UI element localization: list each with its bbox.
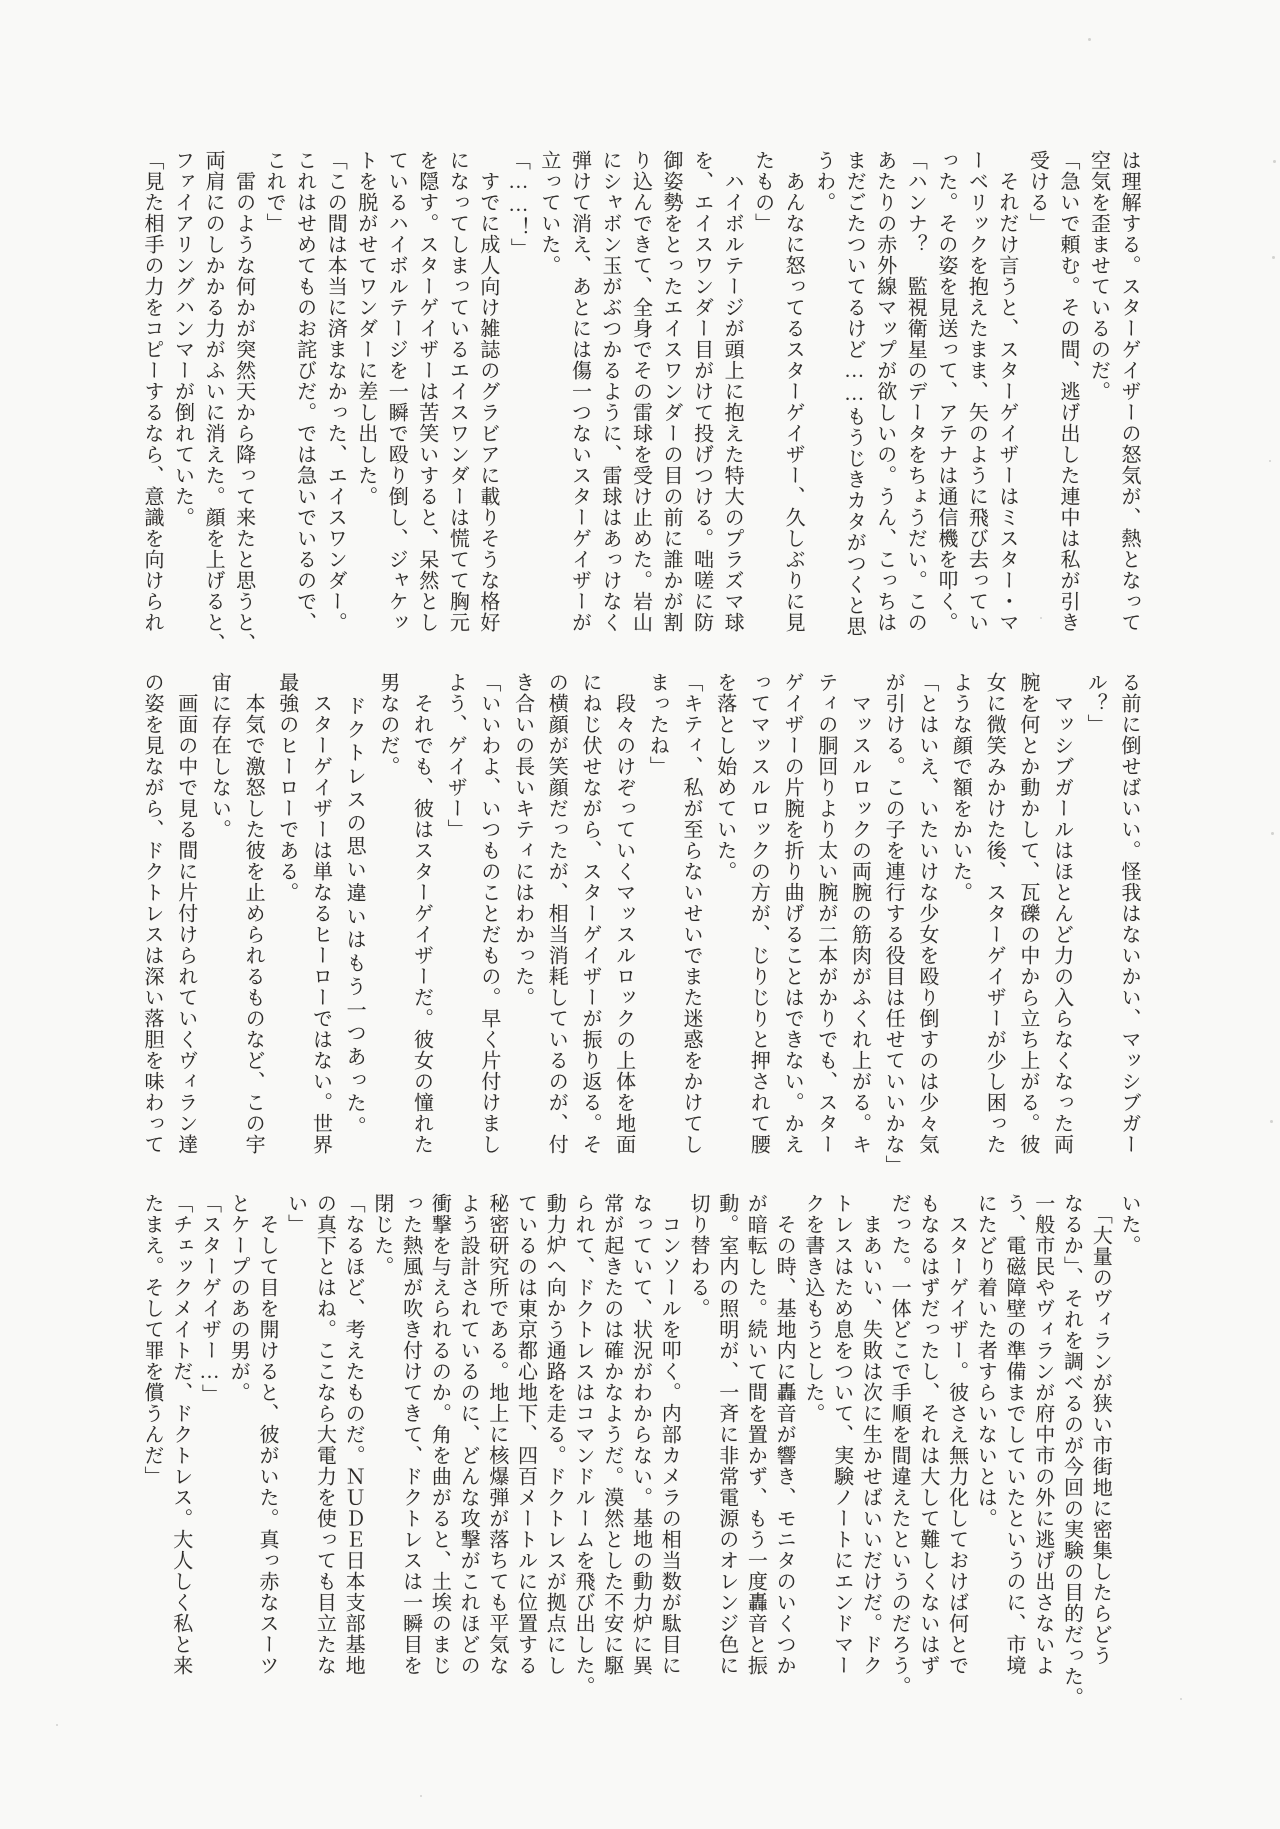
text-column: の姿を見ながら、ドクトレスは深い落胆を味わって bbox=[141, 672, 163, 1155]
text-column: マッシブガールはほとんど力の入らなくなった両 bbox=[1050, 672, 1073, 1155]
text-column: まだごたついてるけど……もうじきカタがつくと思 bbox=[843, 150, 866, 637]
text-column: にねじ伏せながら、スターゲイザーが振り返る。そ bbox=[578, 672, 601, 1155]
text-column: られて、ドクトレスはコマンドルームを飛び出した。 bbox=[572, 1193, 595, 1697]
text-column: 閉じた。 bbox=[370, 1193, 393, 1277]
text-column: トを脱がせてワンダーに差し出した。 bbox=[354, 150, 377, 507]
text-column: は理解する。スターゲイザーの怒気が、熱となって bbox=[1118, 150, 1140, 633]
text-column: が引ける。この子を連行する役目は任せていいかな」 bbox=[882, 672, 905, 1176]
text-column: よう、ゲイザー」 bbox=[444, 672, 467, 840]
text-column: る前に倒せばいい。怪我はないかい、マッシブガー bbox=[1117, 672, 1140, 1155]
text-column: スターゲイザー。彼さえ無力化しておけば何とで bbox=[945, 1193, 968, 1676]
text-column: 「この間は本当に済まなかった、エイスワンダー。 bbox=[324, 150, 347, 633]
text-column: よう設計されているのに、どんな攻撃がこれほどの bbox=[457, 1193, 480, 1676]
text-column: すでに成人向け雑誌のグラビアに載りそうな格好 bbox=[476, 150, 499, 633]
text-column: 両肩にのしかかる力がふいに消えた。顔を上げると、 bbox=[202, 150, 225, 654]
text-column: いた。 bbox=[1117, 1193, 1140, 1256]
text-column: あたりの赤外線マップが欲しいの。うん、こっちは bbox=[873, 150, 896, 633]
text-column: 「見た相手の力をコピーするなら、意識を向けられ bbox=[141, 150, 163, 633]
text-column: コンソールを叩く。内部カメラの相当数が駄目に bbox=[658, 1193, 681, 1676]
text-column: 「大量のヴィランが狭い市街地に密集したらどう bbox=[1089, 1193, 1112, 1666]
scan-speck bbox=[1272, 256, 1275, 259]
text-column: 受ける」 bbox=[1026, 150, 1049, 234]
text-column: なるか」、それを調べるのが今回の実験の目的だった。 bbox=[1060, 1193, 1083, 1708]
text-column: ゲイザーの片腕を折り曲げることはできない。かえ bbox=[781, 672, 804, 1155]
text-column: 「スターゲイザー…」 bbox=[198, 1193, 221, 1405]
text-column: 腕を何とか動かして、瓦礫の中から立ち上がる。彼 bbox=[1016, 672, 1039, 1155]
scan-speck bbox=[1269, 460, 1271, 462]
text-column: 秘密研究所である。地上に核爆弾が落ちても平気な bbox=[485, 1193, 508, 1676]
text-column: 本気で激怒した彼を止められるものなど、この宇 bbox=[242, 672, 265, 1155]
text-column: それでも、彼はスターゲイザーだ。彼女の憧れた bbox=[410, 672, 433, 1155]
text-column: 宙に存在しない。 bbox=[208, 672, 231, 840]
text-column: スターゲイザーは単なるヒーローではない。世界 bbox=[309, 672, 332, 1155]
text-column: 「ハンナ？ 監視衛星のデータをちょうだい。この bbox=[904, 150, 927, 633]
text-column: あんなに怒ってるスターゲイザー、久しぶりに見 bbox=[782, 150, 805, 633]
text-column: なっていて、状況がわからない。基地の動力炉に異 bbox=[629, 1193, 652, 1676]
text-column: き合いの長いキティにはわかった。 bbox=[511, 672, 534, 1008]
text-column: 立っていた。 bbox=[537, 150, 560, 276]
text-column: り込んできて、全身でその雷球を受け止めた。岩山 bbox=[629, 150, 652, 633]
text-column: ドクトレスの思い違いはもう一つあった。 bbox=[343, 672, 366, 1137]
text-column: クを書き込もうとした。 bbox=[801, 1193, 824, 1424]
text-column: 「とはいえ、いたいけな少女を殴り倒すのは少々気 bbox=[915, 672, 938, 1155]
scan-speck bbox=[1040, 617, 1042, 619]
text-column: トレスはため息をついて、実験ノートにエンドマー bbox=[830, 1193, 853, 1676]
text-column: 男なのだ。 bbox=[376, 672, 399, 777]
text-column: 動力炉へ向かう通路を走る。ドクトレスが拠点にし bbox=[543, 1193, 566, 1676]
text-column: 「キティ、私が至らないせいでまた迷惑をかけてし bbox=[680, 672, 702, 1155]
text-column: 「急いで頼む。その間、逃げ出した連中は私が引き bbox=[1056, 150, 1079, 633]
text-column: ル？」 bbox=[1084, 672, 1107, 735]
text-column: 女に微笑みかけた後、スターゲイザーが少し困った bbox=[983, 672, 1006, 1155]
text-column: うわ。 bbox=[812, 150, 835, 213]
text-column: ファイアリングハンマーが倒れていた。 bbox=[171, 150, 194, 528]
scan-speck bbox=[1180, 1698, 1182, 1700]
text-column: これはせめてものお詫びだ。では急いでいるので、 bbox=[293, 150, 316, 633]
text-column: 最強のヒーローである。 bbox=[275, 672, 298, 903]
text-column: の真下とはね。ここなら大電力を使っても目立たな bbox=[313, 1193, 336, 1676]
text-column: を、エイスワンダー目がけて投げつける。咄嗟に防 bbox=[690, 150, 713, 633]
text-column: 御姿勢をとったエイスワンダーの目の前に誰かが割 bbox=[660, 150, 683, 633]
text-column: う、電磁障壁の準備までしていたというのに、市境 bbox=[1003, 1193, 1026, 1676]
scan-speck bbox=[1271, 832, 1274, 835]
text-column: 雷のような何かが突然天から降って来たと思うと、 bbox=[232, 150, 255, 654]
text-column: 常が起きたのは確かなようだ。漠然とした不安に駆 bbox=[600, 1193, 623, 1676]
text-column: ているのは東京都心地下、四百メートルに位置する bbox=[514, 1193, 537, 1676]
scan-speck bbox=[1088, 38, 1091, 41]
text-column: もなるはずだったし、それは大して難しくないはず bbox=[916, 1193, 939, 1676]
text-column: 空気を歪ませているのだ。 bbox=[1087, 150, 1110, 402]
text-column: たまえ。そして罪を償うんだ」 bbox=[141, 1193, 163, 1487]
text-column: ような顔で額をかいた。 bbox=[949, 672, 972, 903]
text-column: 「チェックメイトだ、ドクトレス。大人しく私と来 bbox=[169, 1193, 192, 1676]
text-column: った熱風が吹き付けてきて、ドクトレスは一瞬目を bbox=[399, 1193, 422, 1676]
scan-speck bbox=[56, 1724, 58, 1726]
text-column: 衝撃を与えられるのか。角を曲がると、土埃のまじ bbox=[428, 1193, 451, 1676]
text-column: まあいい、失敗は次に生かせばいいだけだ。ドク bbox=[859, 1193, 882, 1676]
text-column: まったね」 bbox=[646, 672, 669, 777]
text-column: にシャボン玉がぶつかるように、雷球はあっけなく bbox=[598, 150, 621, 633]
text-column: 段々のけぞっていくマッスルロックの上体を地面 bbox=[612, 672, 635, 1155]
text-column: 動。室内の照明が、一斉に非常電源のオレンジ色に bbox=[715, 1193, 738, 1676]
text-column: ティの胴回りより太い腕が二本がかりでも、スター bbox=[814, 672, 837, 1155]
text-column: ハイボルテージが頭上に抱えた特大のプラズマ球 bbox=[721, 150, 744, 633]
text-column: マッスルロックの両腕の筋肉がふくれ上がる。キ bbox=[848, 672, 871, 1155]
text-column: になってしまっているエイスワンダーは慌てて胸元 bbox=[446, 150, 469, 633]
text-column: その時、基地内に轟音が響き、モニタのいくつか bbox=[773, 1193, 796, 1676]
text-column: そして目を開けると、彼がいた。真っ赤なスーツ bbox=[255, 1193, 278, 1676]
text-column: 「……！」 bbox=[507, 150, 530, 259]
text-block-bottom bbox=[140, 1193, 1140, 1708]
text-block-middle bbox=[140, 672, 1140, 1176]
text-column: だった。一体どこで手順を間違えたというのだろう。 bbox=[888, 1193, 911, 1697]
text-column: これで」 bbox=[263, 150, 286, 234]
text-column: とケープのあの男が。 bbox=[227, 1193, 250, 1403]
text-column: たもの」 bbox=[751, 150, 774, 234]
text-column: の横顔が笑顔だったが、相当消耗しているのが、付 bbox=[545, 672, 568, 1155]
text-column: い」 bbox=[284, 1193, 307, 1235]
text-column: ているハイボルテージを一瞬で殴り倒し、ジャケッ bbox=[385, 150, 408, 633]
text-column: った。その姿を見送って、アテナは通信機を叩く。 bbox=[934, 150, 957, 633]
text-column: 画面の中で見る間に片付けられていくヴィラン達 bbox=[174, 672, 197, 1155]
text-column: それだけ言うと、スターゲイザーはミスター・マ bbox=[995, 150, 1018, 633]
text-column: ってマッスルロックの方が、じりじりと押されて腰 bbox=[747, 672, 770, 1155]
scan-speck bbox=[420, 1795, 422, 1797]
text-column: を隠す。スターゲイザーは苦笑いすると、呆然とし bbox=[415, 150, 438, 633]
text-block-top bbox=[140, 150, 1140, 654]
text-column: 一般市民やヴィランが府中市の外に逃げ出さないよ bbox=[1031, 1193, 1054, 1676]
text-column: ーベリックを抱えたまま、矢のように飛び去ってい bbox=[965, 150, 988, 633]
text-column: 「いいわよ、いつものことだもの。早く片付けまし bbox=[477, 672, 500, 1155]
scan-speck bbox=[1273, 160, 1276, 163]
scan-speck bbox=[1270, 1120, 1273, 1123]
text-column: にたどり着いた者すらいないとは。 bbox=[974, 1193, 997, 1529]
text-column: 切り替わる。 bbox=[686, 1193, 709, 1319]
text-column: 弾けて消え、あとには傷一つないスターゲイザーが bbox=[568, 150, 591, 633]
text-column: を落とし始めていた。 bbox=[713, 672, 736, 882]
text-column: が暗転した。続いて間を置かず、もう一度轟音と振 bbox=[744, 1193, 767, 1676]
text-column: 「なるほど、考えたものだ。ＮＵＤＥ日本支部基地 bbox=[342, 1193, 365, 1676]
